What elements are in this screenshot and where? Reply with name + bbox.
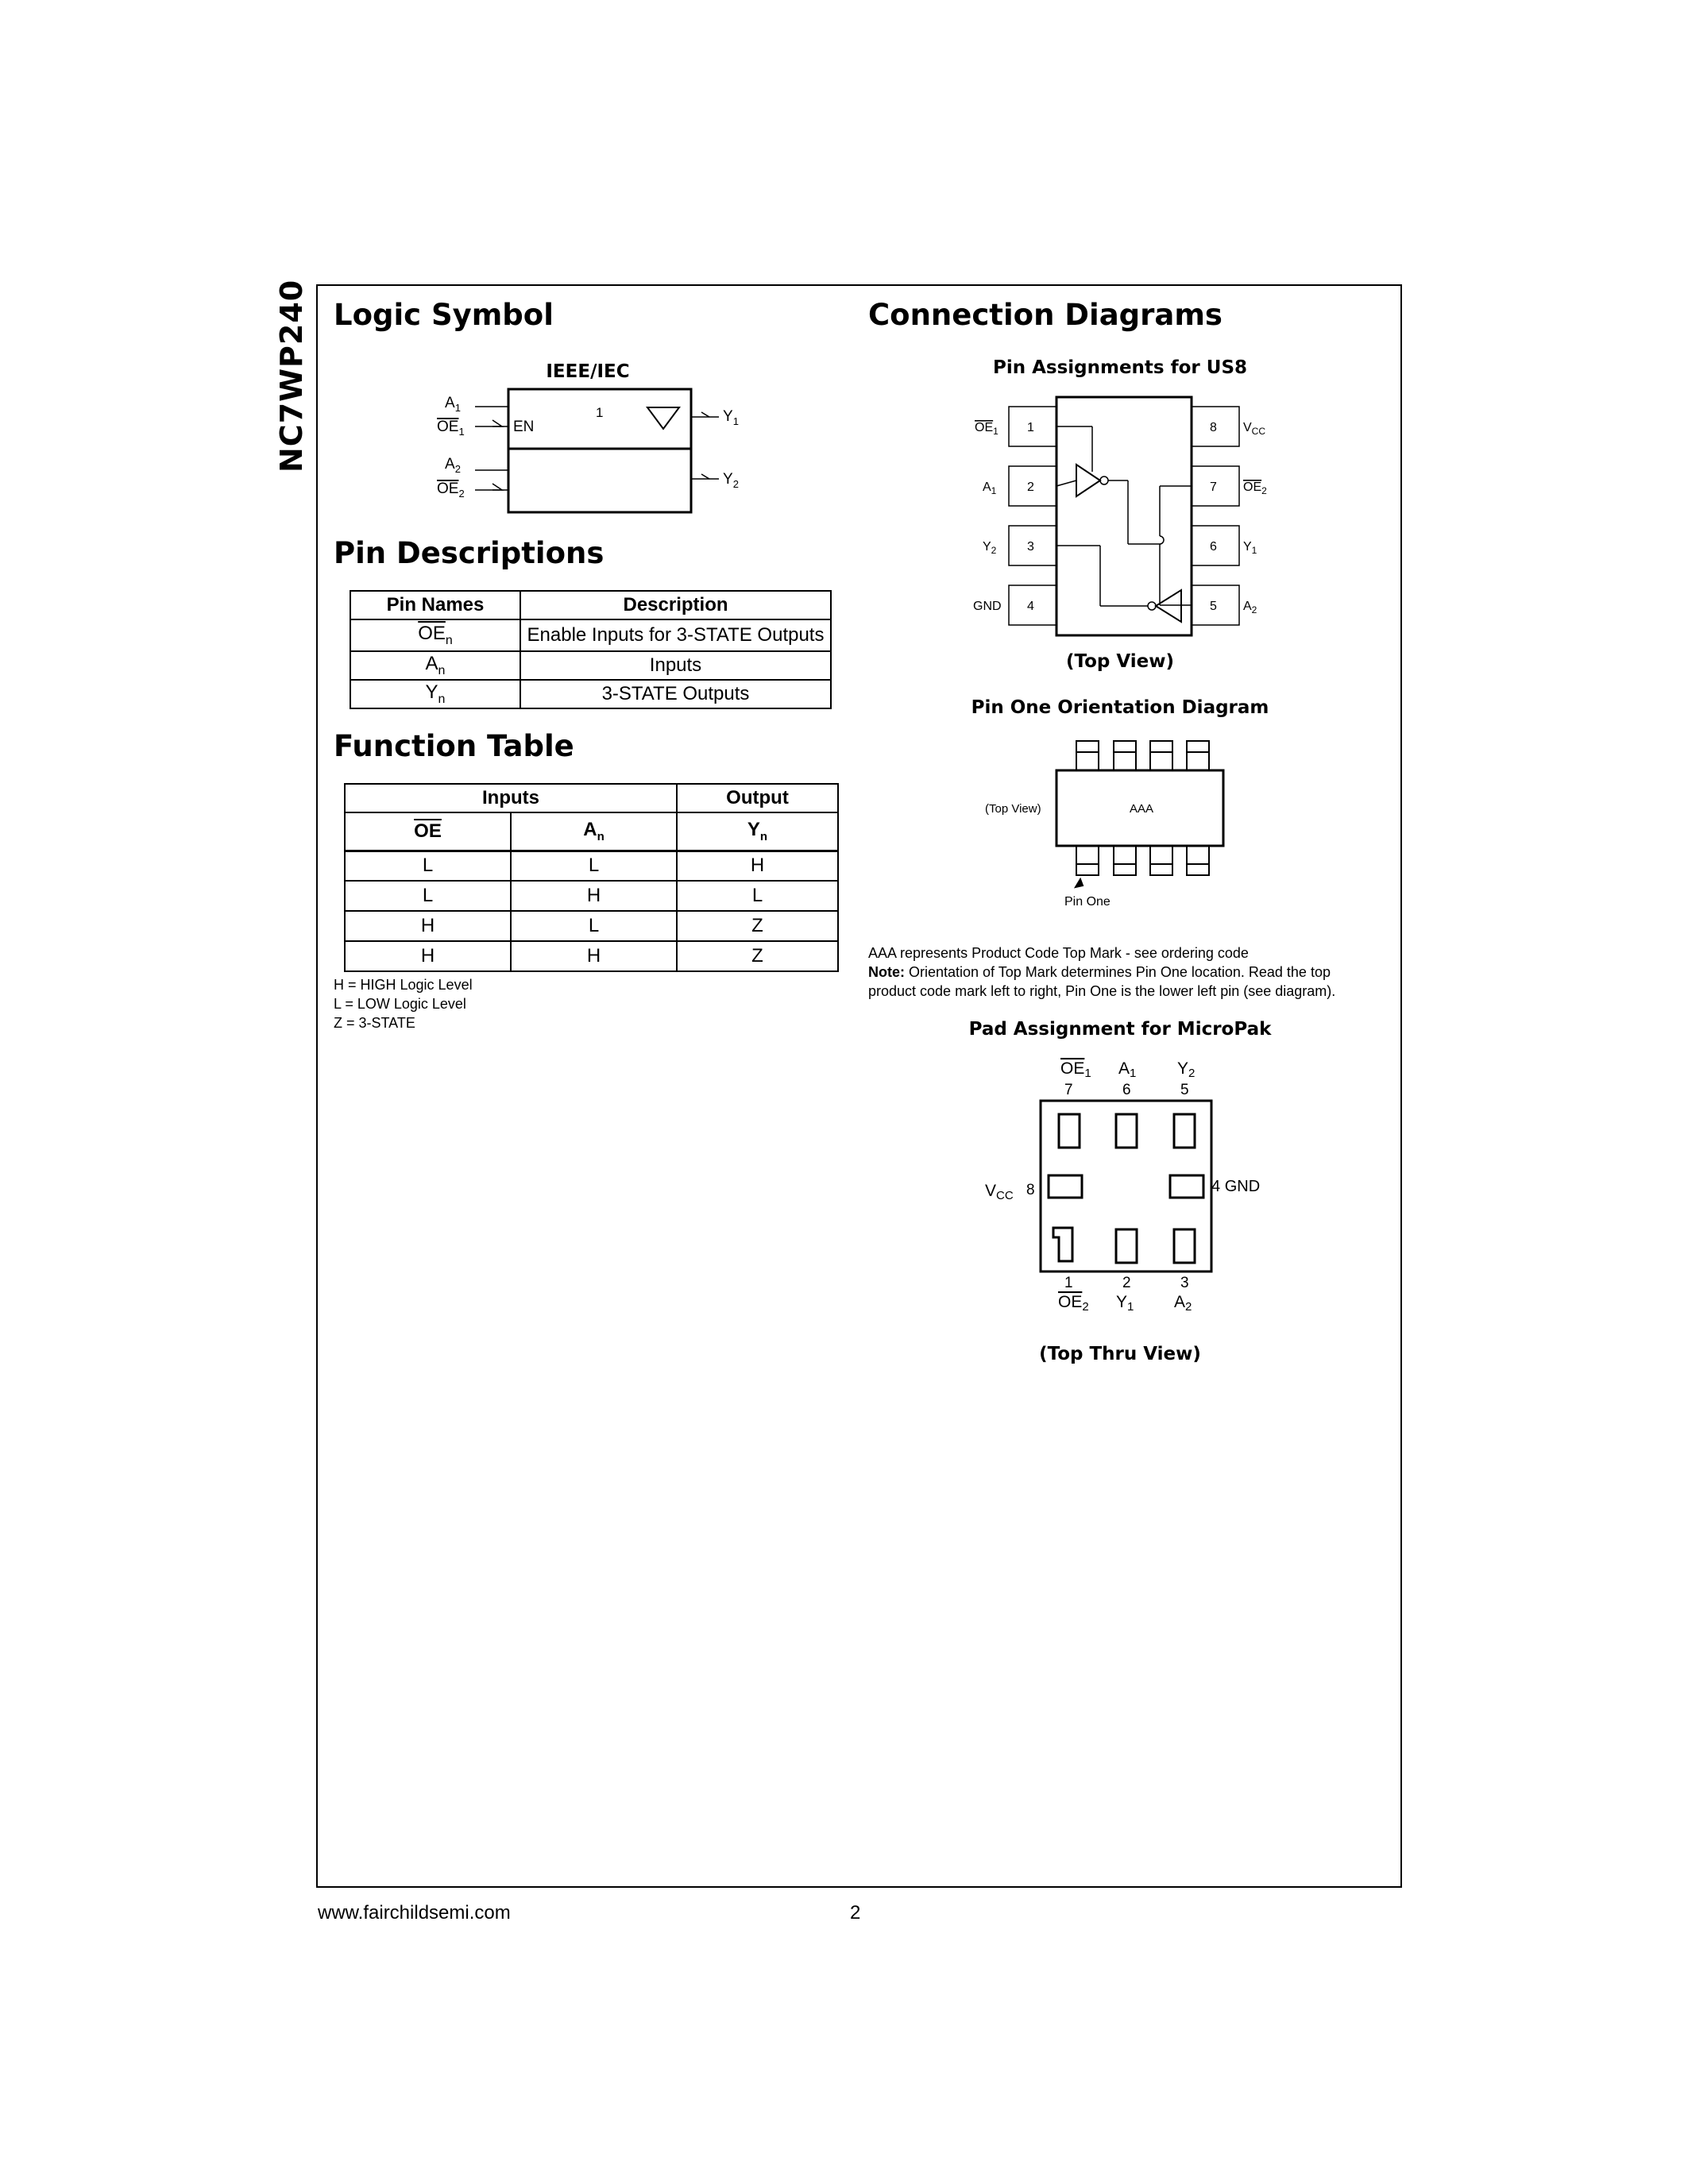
label-y1: $Y_1$ (723, 408, 739, 427)
us8-label-y2: $Y_2$ (983, 540, 997, 556)
orient-top-view: (Top View) (985, 802, 1041, 816)
micropak-label-y2: Y2 (1177, 1059, 1196, 1080)
us8-label-y1: $Y_1$ (1243, 540, 1257, 556)
us8-label-vcc: $V_{CC}$ (1243, 421, 1266, 437)
table-row: H L Z (345, 911, 838, 941)
micropak-pad-diagram (969, 1055, 1287, 1325)
pin-one-orientation-diagram (985, 735, 1247, 909)
orient-pin-one: Pin One (1064, 895, 1111, 909)
us8-pin-3: 3 (1027, 540, 1034, 554)
function-table-heading: Function Table (334, 729, 574, 763)
orient-mark: AAA (1130, 802, 1154, 816)
micropak-label-oe1: OE1 (1060, 1059, 1091, 1080)
micropak-pin-8: 8 (1026, 1182, 1035, 1198)
orientation-note: AAA represents Product Code Top Mark - see ordering code Note: Orientation of Top Mark determines Pin One location. Read the top product code mark left to right, Pin One is the lower left pin (see diagram). (868, 945, 1336, 999)
us8-pin-2: 2 (1027, 480, 1034, 494)
us8-pin-4: 4 (1027, 600, 1034, 613)
logic-symbol-heading: Logic Symbol (334, 298, 554, 332)
table-row: L L H (345, 851, 838, 881)
footer-url[interactable]: www.fairchildsemi.com (318, 1902, 511, 1924)
table-row: H H Z (345, 941, 838, 971)
connection-diagrams-heading: Connection Diagrams (868, 298, 1223, 332)
label-y2: $Y_2$ (723, 471, 739, 490)
micropak-label-a2: A2 (1174, 1293, 1192, 1314)
us8-label-gnd: GND (973, 600, 1002, 613)
col-description: Description (520, 591, 831, 619)
label-a2: $A_2$ (445, 456, 461, 475)
pin-descriptions-heading: Pin Descriptions (334, 536, 605, 570)
micropak-pin-6: 6 (1122, 1082, 1131, 1098)
table-row: $A_n$ Inputs (350, 651, 831, 680)
us8-pin-7: 7 (1210, 480, 1217, 494)
us8-pin-8: 8 (1210, 421, 1217, 434)
micropak-pin-5: 5 (1180, 1082, 1189, 1098)
table-row: L H L (345, 881, 838, 911)
label-a1: $A_1$ (445, 395, 461, 414)
logic-symbol-diagram (429, 385, 778, 524)
micropak-pin-4: 4 GND (1211, 1178, 1261, 1195)
micropak-title: Pad Assignment for MicroPak (968, 1019, 1272, 1040)
us8-label-oe1: $OE_1$ (975, 421, 999, 437)
col-an: $A_n$ (511, 812, 677, 851)
micropak-pin-1: 1 (1064, 1275, 1073, 1291)
function-table (344, 783, 839, 972)
micropak-label-a1: A1 (1118, 1059, 1137, 1080)
micropak-label-y1: Y1 (1116, 1293, 1134, 1314)
col-oe: $\overline{OE}$ (345, 812, 511, 851)
function-table-notes: H = HIGH Logic Level L = LOW Logic Level Z = 3-STATE (334, 977, 473, 1031)
micropak-label-vcc: VCC (985, 1182, 1014, 1202)
micropak-pin-3: 3 (1180, 1275, 1189, 1291)
col-pin-names: Pin Names (350, 591, 520, 619)
micropak-pin-2: 2 (1122, 1275, 1131, 1291)
inputs-header: Inputs (345, 784, 677, 812)
label-oe1: $OE_1$ (437, 419, 465, 438)
table-row: $\overline{OE}_n$ Enable Inputs for 3-STATE Outputs (350, 619, 831, 651)
micropak-label-oe2: OE2 (1058, 1293, 1089, 1314)
micropak-pin-7: 7 (1064, 1082, 1073, 1098)
us8-label-a1: $A_1$ (983, 480, 997, 496)
label-en: EN (513, 419, 535, 435)
us8-pin-6: 6 (1210, 540, 1217, 554)
document-side-title: NC7WP240 (274, 279, 309, 473)
us8-label-oe2: $OE_2$ (1243, 480, 1267, 496)
pin-descriptions-table (350, 590, 832, 709)
table-row: $Y_n$ 3-STATE Outputs (350, 680, 831, 708)
output-header: Output (677, 784, 838, 812)
label-oe2: $OE_2$ (437, 480, 465, 500)
us8-pin-5: 5 (1210, 600, 1217, 613)
us8-label-a2: $A_2$ (1243, 600, 1257, 615)
pin-one-arrow-icon (1076, 879, 1083, 887)
col-yn: $Y_n$ (677, 812, 838, 851)
us8-pin-1: 1 (1027, 421, 1034, 434)
label-one: 1 (596, 405, 604, 420)
us8-pinout-diagram (965, 389, 1299, 643)
us8-view-label: (Top View) (1065, 651, 1175, 672)
orientation-title: Pin One Orientation Diagram (971, 697, 1269, 718)
ieee-iec-label: IEEE/IEC (546, 361, 630, 382)
page-number: 2 (850, 1902, 861, 1924)
us8-title: Pin Assignments for US8 (992, 357, 1248, 378)
micropak-view-label: (Top Thru View) (1039, 1344, 1201, 1364)
